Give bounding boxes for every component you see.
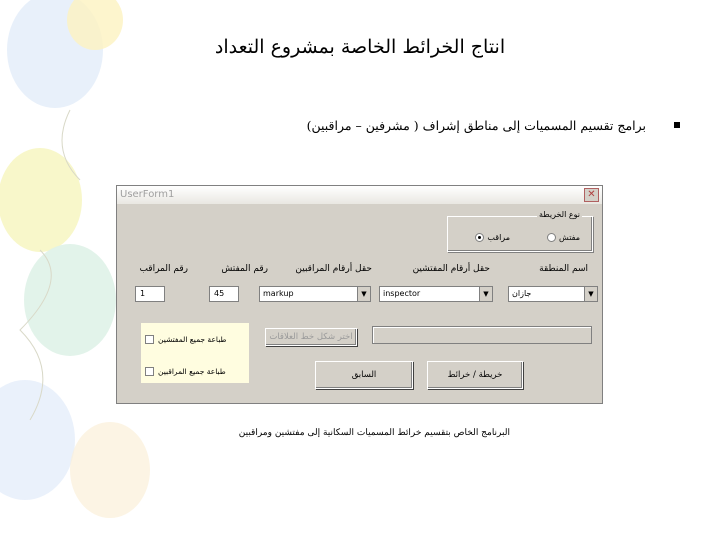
figure-caption: البرنامج الخاص بتقسيم خرائط المسميات السكانية إلى مفتشين ومراقبين bbox=[238, 428, 510, 438]
previous-button[interactable]: السابق bbox=[315, 361, 413, 389]
userform-window bbox=[116, 185, 603, 404]
inspector-number-label: رقم المفتش bbox=[221, 264, 268, 274]
radio-supervisor-label: مراقب bbox=[487, 232, 510, 242]
map-type-legend: نوع الخريطة bbox=[539, 210, 580, 219]
bullet-text: برامج تقسيم المسميات إلى مناطق إشراف ( مشرفين – مراقبين) bbox=[306, 118, 646, 133]
print-all-inspectors-box[interactable] bbox=[145, 335, 154, 344]
area-name-value: جازان bbox=[512, 289, 532, 298]
supervisor-numbers-field-label: حقل أرقام المراقبين bbox=[295, 264, 372, 274]
status-field bbox=[372, 326, 592, 344]
inspector-number-input[interactable]: 45 bbox=[209, 286, 239, 302]
print-all-inspectors-checkbox[interactable] bbox=[145, 333, 226, 345]
print-all-supervisors-checkbox[interactable] bbox=[145, 365, 226, 377]
bullet-marker bbox=[674, 122, 680, 128]
radio-inspector-circle[interactable] bbox=[547, 233, 556, 242]
supervisor-number-label: رقم المراقب bbox=[139, 264, 188, 274]
print-all-supervisors-label: طباعة جميع المراقبين bbox=[158, 366, 226, 376]
inspector-numbers-field-label: حقل أرقام المفتشين bbox=[412, 264, 490, 274]
radio-inspector[interactable] bbox=[547, 231, 580, 243]
map-plans-button[interactable]: خريطة / خرائط bbox=[427, 361, 523, 389]
supervisor-field-value: markup bbox=[263, 289, 294, 298]
print-options-panel bbox=[141, 323, 249, 383]
supervisor-field-combo[interactable] bbox=[259, 286, 371, 302]
select-line-shape-button[interactable]: اختر شكل خط العلاقات bbox=[265, 328, 357, 346]
inspector-field-value: inspector bbox=[383, 289, 421, 298]
radio-inspector-label: مفتش bbox=[559, 232, 580, 242]
map-type-group bbox=[447, 210, 593, 252]
radio-supervisor[interactable] bbox=[475, 231, 510, 243]
print-all-inspectors-label: طباعة جميع المفتشين bbox=[158, 334, 227, 344]
close-button[interactable]: ✕ bbox=[584, 188, 599, 202]
window-title: UserForm1 bbox=[117, 186, 602, 204]
print-all-supervisors-box[interactable] bbox=[145, 367, 154, 376]
area-name-label: اسم المنطقة bbox=[539, 264, 588, 274]
inspector-field-combo[interactable] bbox=[379, 286, 493, 302]
supervisor-field-dropdown-icon[interactable]: ▼ bbox=[357, 287, 370, 301]
radio-supervisor-circle[interactable] bbox=[475, 233, 484, 242]
area-name-combo[interactable] bbox=[508, 286, 598, 302]
area-name-dropdown-icon[interactable]: ▼ bbox=[584, 287, 597, 301]
inspector-field-dropdown-icon[interactable]: ▼ bbox=[479, 287, 492, 301]
supervisor-number-input[interactable]: 1 bbox=[135, 286, 165, 302]
slide-title: انتاج الخرائط الخاصة بمشروع التعداد bbox=[214, 36, 506, 58]
